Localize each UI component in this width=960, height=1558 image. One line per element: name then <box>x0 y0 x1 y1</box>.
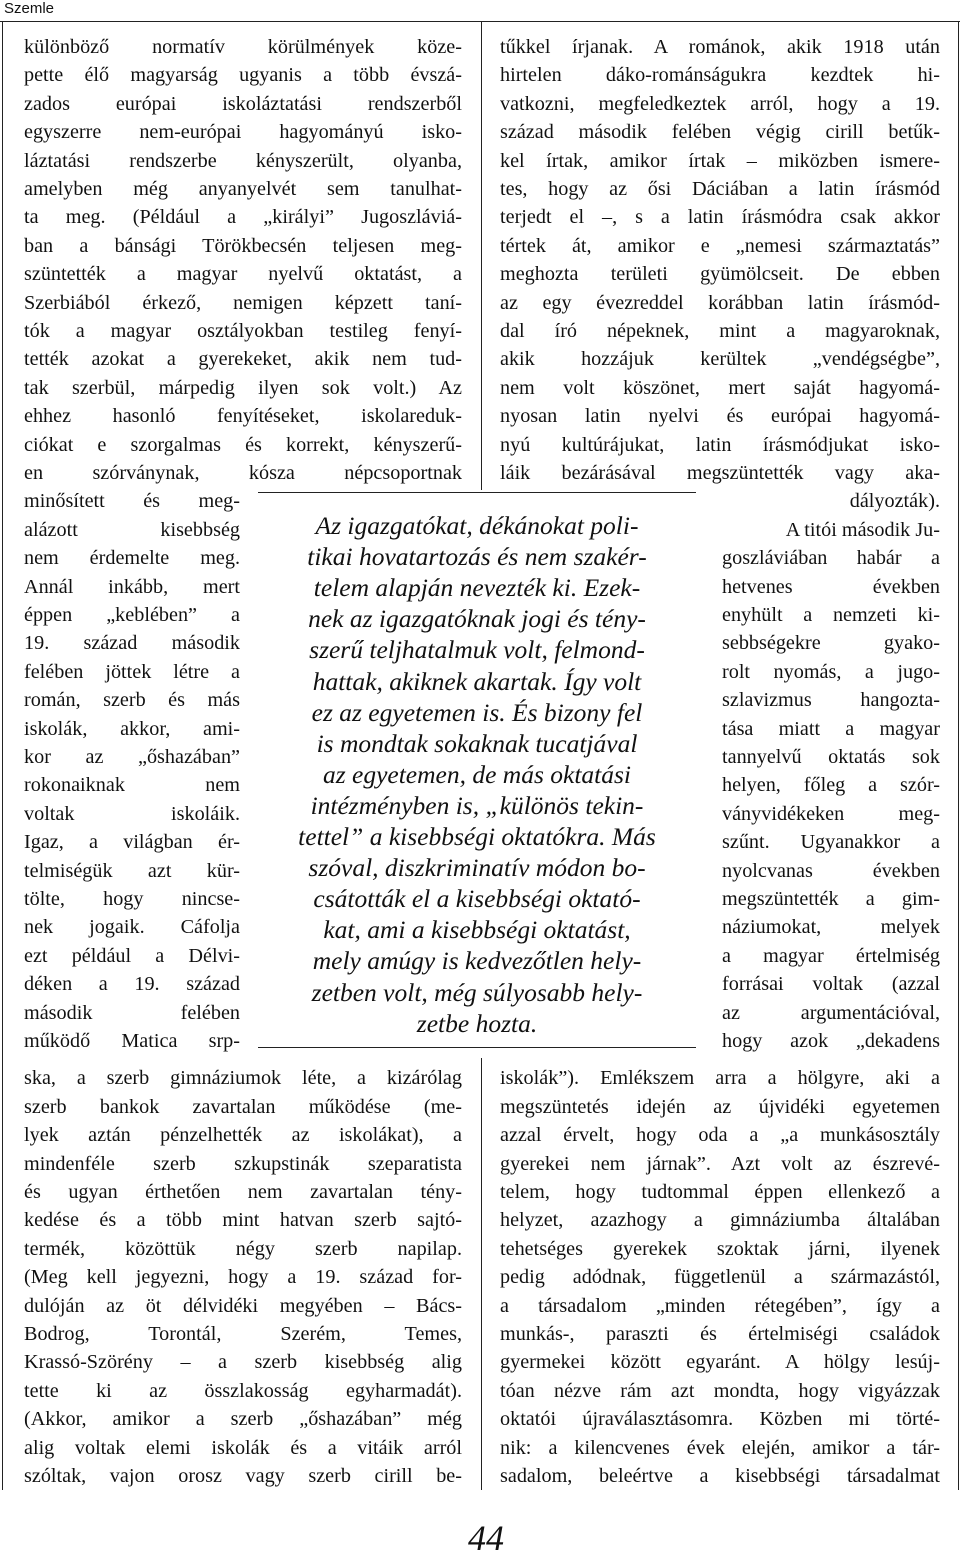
text-line: ska, a szerb gimnáziumok léte, a kizárólag <box>24 1067 462 1090</box>
text-line: Igaz, a világban ér- <box>24 831 240 854</box>
text-line: tes, hogy az ősi Dáciában a latin írásmód <box>500 178 940 200</box>
text-line: hogy azok „dekadens <box>722 1030 940 1052</box>
text-line: lyek aztán pénzelhették az iskolákat), a <box>24 1124 462 1147</box>
text-line: ciókat e szorgalmas és korrekt, kényszerű- <box>24 433 462 456</box>
text-line: az argumentációval, <box>722 1001 940 1024</box>
text-line: nem volt köszönet, mert saját hagyomá- <box>500 376 940 399</box>
text-line: alig voltak elemi iskolák és a vitáik arról <box>24 1436 462 1459</box>
text-line: a magyar értelmiség <box>722 944 940 967</box>
text-line: második felében <box>24 1001 240 1024</box>
text-line: tók a magyar osztályokban testileg fenyí- <box>24 320 462 342</box>
text-line: helyzet, azazhogy a gimnáziumba általában <box>500 1209 940 1232</box>
pull-quote-line: mely amúgy is kedvezőtlen hely- <box>312 946 642 976</box>
text-line: zados európai iskoláztatási rendszerből <box>24 92 462 115</box>
pull-quote-line: telem alapján nevezték ki. Ezek- <box>313 573 641 603</box>
text-line: tölte, hogy nincse- <box>24 888 240 910</box>
text-line: en szórványnak, kósza népcsoportnak <box>24 462 462 484</box>
pull-quote-line: Az igazgatókat, dékánokat poli- <box>315 511 639 540</box>
text-line: tehetséges gyerekek szoktak járni, ilyenek <box>500 1237 940 1260</box>
header-rule <box>0 21 960 22</box>
pull-quote-line: nek az igazgatóknak jogi és tény- <box>308 604 646 634</box>
text-line: sebbségekre gyako- <box>722 632 940 655</box>
text-line: gyerekei nem járnak”. Azt volt az észrevé- <box>500 1152 940 1175</box>
pull-quote-line: hattak, akiknek akartak. Így volt <box>312 666 642 696</box>
text-line: nik: a kilencvenes évek elején, amikor a tár- <box>500 1436 940 1459</box>
page-number: 44 <box>468 1518 504 1558</box>
text-line: Bodrog, Torontál, Szerém, Temes, <box>24 1323 462 1345</box>
pull-quote-line: szerű teljhatalmuk volt, felmond- <box>309 635 645 665</box>
text-line: a társadalom „minden rétegében”, így a <box>500 1294 940 1317</box>
text-line: hetvenes években <box>722 575 940 598</box>
center-column-rule-lower <box>481 1058 482 1490</box>
text-line: (Akkor, amikor a szerb „őshazában” még <box>24 1408 462 1431</box>
text-line: dal író népeknek, mint a magyaroknak, <box>500 320 940 342</box>
text-line: tértek át, amikor e „nemesi származtatás” <box>500 234 940 257</box>
text-line: az egy évezreddel korábban latin írásmód- <box>500 291 940 314</box>
text-line: szlavizmus hangozta- <box>722 689 940 712</box>
text-line: iskolák”). Emlékszem arra a hölgyre, aki a <box>500 1067 940 1090</box>
text-line: éppen „keblében” a <box>24 604 240 626</box>
text-line: tak szerbül, márpedig ilyen sok volt.) Az <box>24 376 462 399</box>
pull-quote-line: csátották el a kisebbségi oktató- <box>313 884 641 914</box>
text-line: kel írtak, amikor írtak – miközben ismere- <box>500 149 940 172</box>
text-line: szóltak, vajon orosz vagy szerb cirill be- <box>24 1465 462 1487</box>
text-line: nek jogaik. Cáfolja <box>24 916 240 939</box>
text-line: láztatási rendszerbe kényszerült, olyanba, <box>24 149 462 172</box>
pull-quote-line: tettel” a kisebbségi oktatókra. Más <box>298 822 656 851</box>
text-line: és ugyan érthetően nem zavartalan tény- <box>24 1181 462 1203</box>
text-line: szűnt. Ugyanakkor a <box>722 831 940 854</box>
text-line: 19. század második <box>24 632 240 655</box>
pull-quote-line: az egyetemen, de más oktatási <box>322 759 632 789</box>
text-line: tűkkel írjanak. A románok, akik 1918 után <box>500 36 940 58</box>
text-line: Szerbiából érkező, nemigen képzett taní- <box>24 291 462 314</box>
text-line: déken a 19. század <box>24 973 240 996</box>
text-line: alázott kisebbség <box>24 518 240 541</box>
text-line: egyszerre nem-európai hagyományú isko- <box>24 121 462 144</box>
text-line: pedig adódnak, függetlenül a származástól, <box>500 1266 940 1289</box>
text-line: szüntették a magyar nyelvű oktatást, a <box>24 263 462 286</box>
text-line: enyhült a nemzeti ki- <box>722 604 940 626</box>
text-line: voltak iskoláik. <box>24 802 240 825</box>
text-line: rokonaiknak nem <box>24 774 240 797</box>
left-margin-rule <box>2 22 3 1490</box>
text-line: megszüntetés idején az újvidéki egyetemen <box>500 1095 940 1118</box>
text-line: tannyelvű oktatás sok <box>722 746 940 768</box>
pull-quote-line: zetben volt, még súlyosabb hely- <box>311 977 643 1007</box>
text-line: munkás-, paraszti és értelmiségi családok <box>500 1323 940 1345</box>
pull-quote-line: szóval, diszkriminatív módon bo- <box>308 853 646 883</box>
pull-quote-bottom-rule <box>258 1047 696 1048</box>
text-line: kor az „őshazában” <box>24 746 240 768</box>
text-line: ta meg. (Például a „királyi” Jugoszláviá- <box>24 206 462 229</box>
pull-quote-line: ez az egyetemen is. És bizony fel <box>311 697 643 727</box>
text-line: román, szerb és más <box>24 689 240 712</box>
text-line: Krassó-Szörény – a szerb kisebbség alig <box>24 1351 462 1374</box>
text-line: (Meg kell jegyezni, hogy a 19. század for- <box>24 1266 462 1289</box>
text-line: forrásai voltak (azzal <box>722 973 940 996</box>
text-line: tóan nézve rám azt mondta, hogy vigyázzak <box>500 1379 940 1402</box>
text-line: nem érdemelte meg. <box>24 547 240 570</box>
text-line: nyolcvanas években <box>722 859 940 882</box>
text-line: nyosan latin nyelvi és európai hagyomá- <box>500 405 940 428</box>
page-header <box>0 0 960 22</box>
pull-quote-line: zetbe hozta. <box>416 1008 538 1038</box>
text-line: különböző normatív körülmények köze- <box>24 36 462 58</box>
text-line: tása miatt a magyar <box>722 717 940 740</box>
text-line: gyermekei között egyaránt. A hölgy lesúj- <box>500 1351 940 1374</box>
text-line: tették azokat a gyerekeket, akik nem tud- <box>24 348 462 371</box>
text-line: nyú kultúrájukat, latin írásmódjukat isko- <box>500 433 940 456</box>
text-line: század második felében végig cirill betűk- <box>500 121 940 144</box>
pull-quote-line: is mondtak sokaknak tucatjával <box>316 728 638 758</box>
section-label: Szemle <box>4 0 55 17</box>
text-line: oktatói újraválasztásomra. Közben mi törté- <box>500 1408 940 1431</box>
text-line: goszláviában habár a <box>722 547 940 570</box>
text-line: A titói második Ju- <box>785 518 940 541</box>
text-line: sadalom, beleértve a kisebbségi társadalmat <box>500 1465 940 1487</box>
center-column-rule <box>481 22 482 490</box>
right-margin-rule <box>958 22 959 1490</box>
pull-quote-line: intézményben is, „különös tekin- <box>310 790 644 820</box>
text-line: iskolák, akkor, ami- <box>24 717 240 740</box>
text-line: megszüntették a gim- <box>722 888 940 910</box>
pull-quote-line: kat, ami a kisebbségi oktatást, <box>323 915 631 945</box>
text-line: szerb bankok zavartalan működése (me- <box>24 1095 462 1118</box>
text-line: dulóján az öt délvidéki megyében – Bács- <box>24 1294 462 1317</box>
text-line: tette ki az összlakosság egyharmadát). <box>24 1379 462 1402</box>
text-line: Annál inkább, mert <box>24 575 240 598</box>
text-line: meghozta területi gyümölcseit. De ebben <box>500 263 940 286</box>
text-line: dályozták). <box>849 490 940 513</box>
text-line: pette élő magyarság ugyanis a több évszá- <box>24 64 462 87</box>
text-line: helyen, főleg a szór- <box>722 774 940 797</box>
text-line: kedése és a több mint hatvan szerb sajtó- <box>24 1209 462 1232</box>
text-line: vatkozni, megfeledkeztek arról, hogy a 19. <box>500 92 940 115</box>
text-line: amelyben még anyanyelvét sem tanulhat- <box>24 178 462 200</box>
text-line: felében jöttek létre a <box>24 660 240 683</box>
pull-quote-top-rule <box>258 492 696 493</box>
text-line: minősített és meg- <box>24 490 240 513</box>
pull-quote-line: tikai hovatartozás és nem szakér- <box>307 542 647 572</box>
text-line: telem, hogy tudtommal éppen ellenkező a <box>500 1181 940 1203</box>
text-line: ban a bánsági Törökbecsén teljesen meg- <box>24 234 462 257</box>
text-line: akik hozzájuk kerültek „vendégségbe”, <box>500 348 940 371</box>
text-line: telmiségük azt kür- <box>24 859 240 882</box>
text-line: azzal érvelt, hogy oda a „a munkásosztály <box>500 1124 940 1147</box>
text-line: hirtelen dáko-románságukra kezdtek hi- <box>500 64 940 87</box>
text-line: mindenféle szerb szkupstinák szeparatista <box>24 1152 462 1175</box>
text-line: működő Matica srp- <box>24 1030 240 1052</box>
text-line: ványvidékeken meg- <box>722 802 940 825</box>
text-line: terjedt el –, s a latin írásmódra csak akkor <box>500 206 940 229</box>
text-line: láik bezárásával megszüntették vagy aka- <box>500 462 940 484</box>
text-line: termék, közöttük négy szerb napilap. <box>24 1237 462 1260</box>
text-line: náziumokat, melyek <box>722 916 940 939</box>
text-line: ehhez hasonló fenyítéseket, iskolareduk- <box>24 405 462 428</box>
text-line: rolt nyomás, a jugo- <box>722 660 940 683</box>
text-line: ezt például a Délvi- <box>24 944 240 967</box>
